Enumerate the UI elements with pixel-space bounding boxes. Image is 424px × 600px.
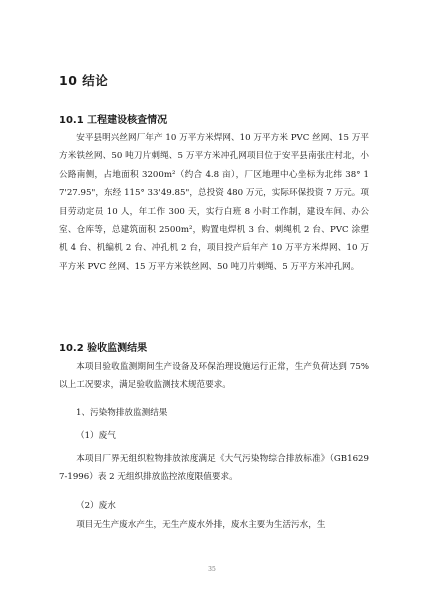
paragraph-exhaust-result: 本项目厂界无组织粒物排放浓度满足《大气污染物综合排放标准》（GB16297-1996）表 2 无组织排放监控浓度限值要求。 — [59, 454, 369, 483]
list-item-exhaust-gas: （1）废气 — [76, 431, 116, 441]
list-item-pollutant-results: 1、污染物排放监测结果 — [76, 408, 168, 418]
section-title-10-1: 10.1 工程建设核查情况 — [59, 115, 168, 126]
page-number: 35 — [208, 566, 216, 573]
paragraph-monitoring-conditions: 本项目验收监测期间生产设备及环保治理设施运行正常，生产负荷达到 75%以上工况要求，满足验收监测技术规范要求。 — [59, 362, 369, 391]
list-item-wastewater: （2）废水 — [76, 501, 116, 511]
paragraph-wastewater: 项目无生产废水产生，无生产废水外排，废水主要为生活污水，生 — [76, 520, 326, 530]
chapter-title: 10 结论 — [59, 73, 109, 88]
section-title-10-2: 10.2 验收监测结果 — [59, 343, 148, 354]
paragraph-project-overview: 安平县明兴丝网厂年产 10 万平方米焊网、10 万平方米 PVC 丝网、15 万平方米铁丝网、50 吨刀片刺绳、5 万平方米冲孔网项目位于安平县南张庄村北，小公路南侧，占地面积 3200m²（约合 4.8 亩），厂区地理中心坐标为北纬 38° 17'27.95"，东经 115° 33'49.85"，总投资 480 万元，实际环保投资 7 万元。项目劳动定员 10 人，年工作 300 天，实行白班 8 小时工作制，建设车间、办公室、仓库等，总建筑面积 2500m²，购置电焊机 3 台、刺绳机 2 台、PVC 涂塑机 4 台、机编机 2 台、冲孔机 2 台，项目投产后年产 10 万平方米焊网、10 万平方米 PVC 丝网、15 万平方米铁丝网、50 吨刀片刺绳、5 万平方米冲孔网。 — [59, 133, 369, 272]
